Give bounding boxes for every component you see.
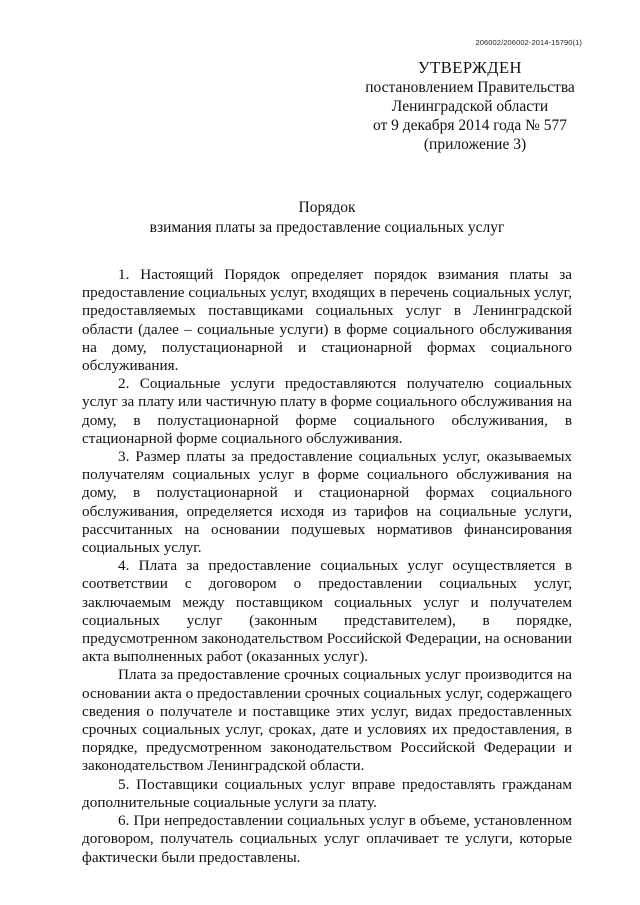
document-registration-number: 206002/206002-2014-15790(1) [475, 38, 582, 47]
paragraph-6: 6. При непредоставлении социальных услуг в объеме, установленном договором, получатель социальных услуг оплачивает те услуги, которые фактически были предоставлены. [82, 812, 572, 866]
document-title: Порядок [298, 199, 356, 216]
approval-title: УТВЕРЖДЕН [418, 58, 522, 77]
approval-line-3: от 9 декабря 2014 года № 577 [372, 117, 568, 134]
document-heading [82, 198, 572, 238]
paragraph-1: 1. Настоящий Порядок определяет порядок взимания платы за предоставление социальных услуг, входящих в перечень социальных услуг, предоставляемых поставщиками социальных услуг в Ленинградской области (далее – социальные услуги) в форме социального обслуживания на дому, полустационарной и стационарной формах социального обслуживания. [82, 266, 572, 375]
paragraph-2: 2. Социальные услуги предоставляются получателю социальных услуг за плату или частичную плату в форме социального обслуживания на дому, в полустационарной форме социального обслуживания, в стационарной форме социального обслуживания. [82, 375, 572, 447]
paragraph-3: 3. Размер платы за предоставление социальных услуг, оказываемых получателям социальных услуг в форме социального обслуживания на дому, в полустационарной и стационарной формах социального обслуживания, определяется исходя из тарифов на социальные услуги, рассчитанных на основании подушевых нормативов финансирования социальных услуг. [82, 448, 572, 557]
approval-line-1: постановлением Правительства [365, 79, 575, 96]
approval-stamp [360, 58, 580, 154]
approval-line-2: Ленинградской области [391, 98, 549, 115]
paragraph-4-continued: Плата за предоставление срочных социальных услуг производится на основании акта о предоставлении срочных социальных услуг, содержащего сведения о получателе и поставщике этих услуг, видах предоставленных срочных социальных услуг, сроках, дате и условиях их предоставления, в порядке, предусмотренном законодательством Российской Федерации и законодательством Ленинградской области. [82, 666, 573, 775]
document-subtitle: взимания платы за предоставление социальных услуг [149, 219, 505, 236]
paragraph-4: 4. Плата за предоставление социальных услуг осуществляется в соответствии с договором о предоставлении социальных услуг, заключаемым между поставщиком социальных услуг и получателем социальных услуг (законным представителем), в порядке, предусмотренном законодательством Российской Федерации, на основании акта выполненных работ (оказанных услуг). [82, 557, 572, 666]
paragraph-5: 5. Поставщики социальных услуг вправе предоставлять гражданам дополнительные социальные услуги за плату. [82, 775, 572, 811]
document-body [82, 266, 572, 867]
approval-line-4: (приложение 3) [423, 136, 527, 153]
